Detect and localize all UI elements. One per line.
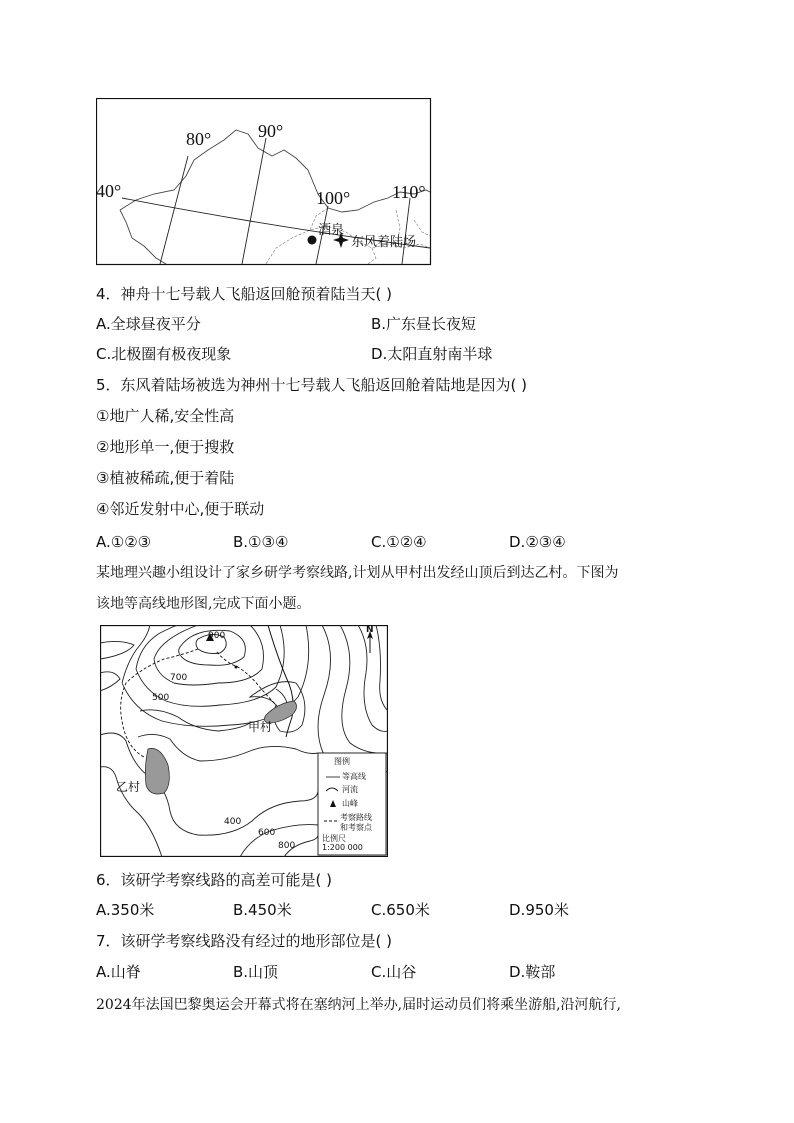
question-4-stem: 4．神舟十七号载人飞船返回舱预着陆当天( ) <box>96 285 393 303</box>
q7-option-c[interactable]: C.山谷 <box>371 963 417 981</box>
q6-option-a[interactable]: A.350米 <box>96 901 155 919</box>
q5-statement-2: ②地形单一,便于搜救 <box>96 438 235 456</box>
q6-option-d[interactable]: D.950米 <box>509 901 569 919</box>
label-dongfeng: 东风着陆场 <box>351 235 417 250</box>
legend-scale-value: 1:200 000 <box>322 843 363 852</box>
contour-label-500: 500 <box>152 693 170 703</box>
label-village-yi: 乙村 <box>116 780 141 794</box>
legend-route-label-1: 考察路线 <box>340 813 372 822</box>
q5-statement-3: ③植被稀疏,便于着陆 <box>96 469 235 487</box>
jiuquan-dot <box>308 236 317 245</box>
intro-contour-line-1: 某地理兴趣小组设计了家乡研学考察线路,计划从甲村出发经山顶后到达乙村。下图为 <box>96 565 619 581</box>
q7-option-b[interactable]: B.山顶 <box>233 963 279 981</box>
q7-option-a[interactable]: A.山脊 <box>96 963 141 981</box>
label-lon-90: 90° <box>258 121 284 141</box>
intro-contour-line-2: 该地等高线地形图,完成下面小题。 <box>96 596 311 612</box>
contour-label-600: 600 <box>258 828 276 838</box>
q5-option-a[interactable]: A.①②③ <box>96 533 152 551</box>
question-7-stem: 7．该研学考察线路没有经过的地形部位是( ) <box>96 932 393 950</box>
q5-option-b[interactable]: B.①③④ <box>233 533 289 551</box>
legend-contour-label: 等高线 <box>342 772 366 781</box>
q4-option-c[interactable]: C.北极圈有极夜现象 <box>96 345 232 363</box>
q6-option-c[interactable]: C.650米 <box>371 901 430 919</box>
q6-option-b[interactable]: B.450米 <box>233 901 292 919</box>
legend-route-label-2: 和考察点 <box>340 823 372 832</box>
contour-label-800: 800 <box>278 841 296 851</box>
contour-map <box>100 625 388 857</box>
legend-peak-label: 山峰 <box>342 799 358 808</box>
q5-option-c[interactable]: C.①②④ <box>371 533 427 551</box>
label-village-jia: 甲村 <box>248 720 273 734</box>
label-lon-110: 110° <box>392 182 426 202</box>
contour-label-400: 400 <box>224 817 242 827</box>
q5-statement-4: ④邻近发射中心,便于联动 <box>96 500 265 518</box>
q4-option-a[interactable]: A.全球昼夜平分 <box>96 315 201 333</box>
q5-statement-1: ①地广人稀,安全性高 <box>96 407 235 425</box>
legend-river-label: 河流 <box>342 785 358 794</box>
legend-title: 图例 <box>334 757 350 766</box>
contour-label-900: 900 <box>208 631 226 641</box>
q7-option-d[interactable]: D.鞍部 <box>509 963 556 981</box>
q5-option-d[interactable]: D.②③④ <box>509 533 566 551</box>
label-jiuquan: 酒泉 <box>318 223 345 238</box>
label-north: N <box>366 625 374 635</box>
question-6-stem: 6．该研学考察线路的高差可能是( ) <box>96 871 333 889</box>
map-china-west <box>96 98 432 266</box>
label-lon-80: 80° <box>186 129 212 149</box>
q4-option-d[interactable]: D.太阳直射南半球 <box>371 345 493 363</box>
legend-scale-label: 比例尺 <box>322 834 346 843</box>
label-lat-40: 40° <box>96 181 122 201</box>
q4-option-b[interactable]: B.广东昼长夜短 <box>371 315 477 333</box>
question-5-stem: 5．东风着陆场被选为神州十七号载人飞船返回舱着陆地是因为( ) <box>96 376 528 394</box>
label-lon-100: 100° <box>316 188 351 208</box>
contour-label-700: 700 <box>170 673 188 683</box>
intro-paris-line-1: 2024年法国巴黎奥运会开幕式将在塞纳河上举办,届时运动员们将乘坐游船,沿河航行, <box>96 997 621 1013</box>
